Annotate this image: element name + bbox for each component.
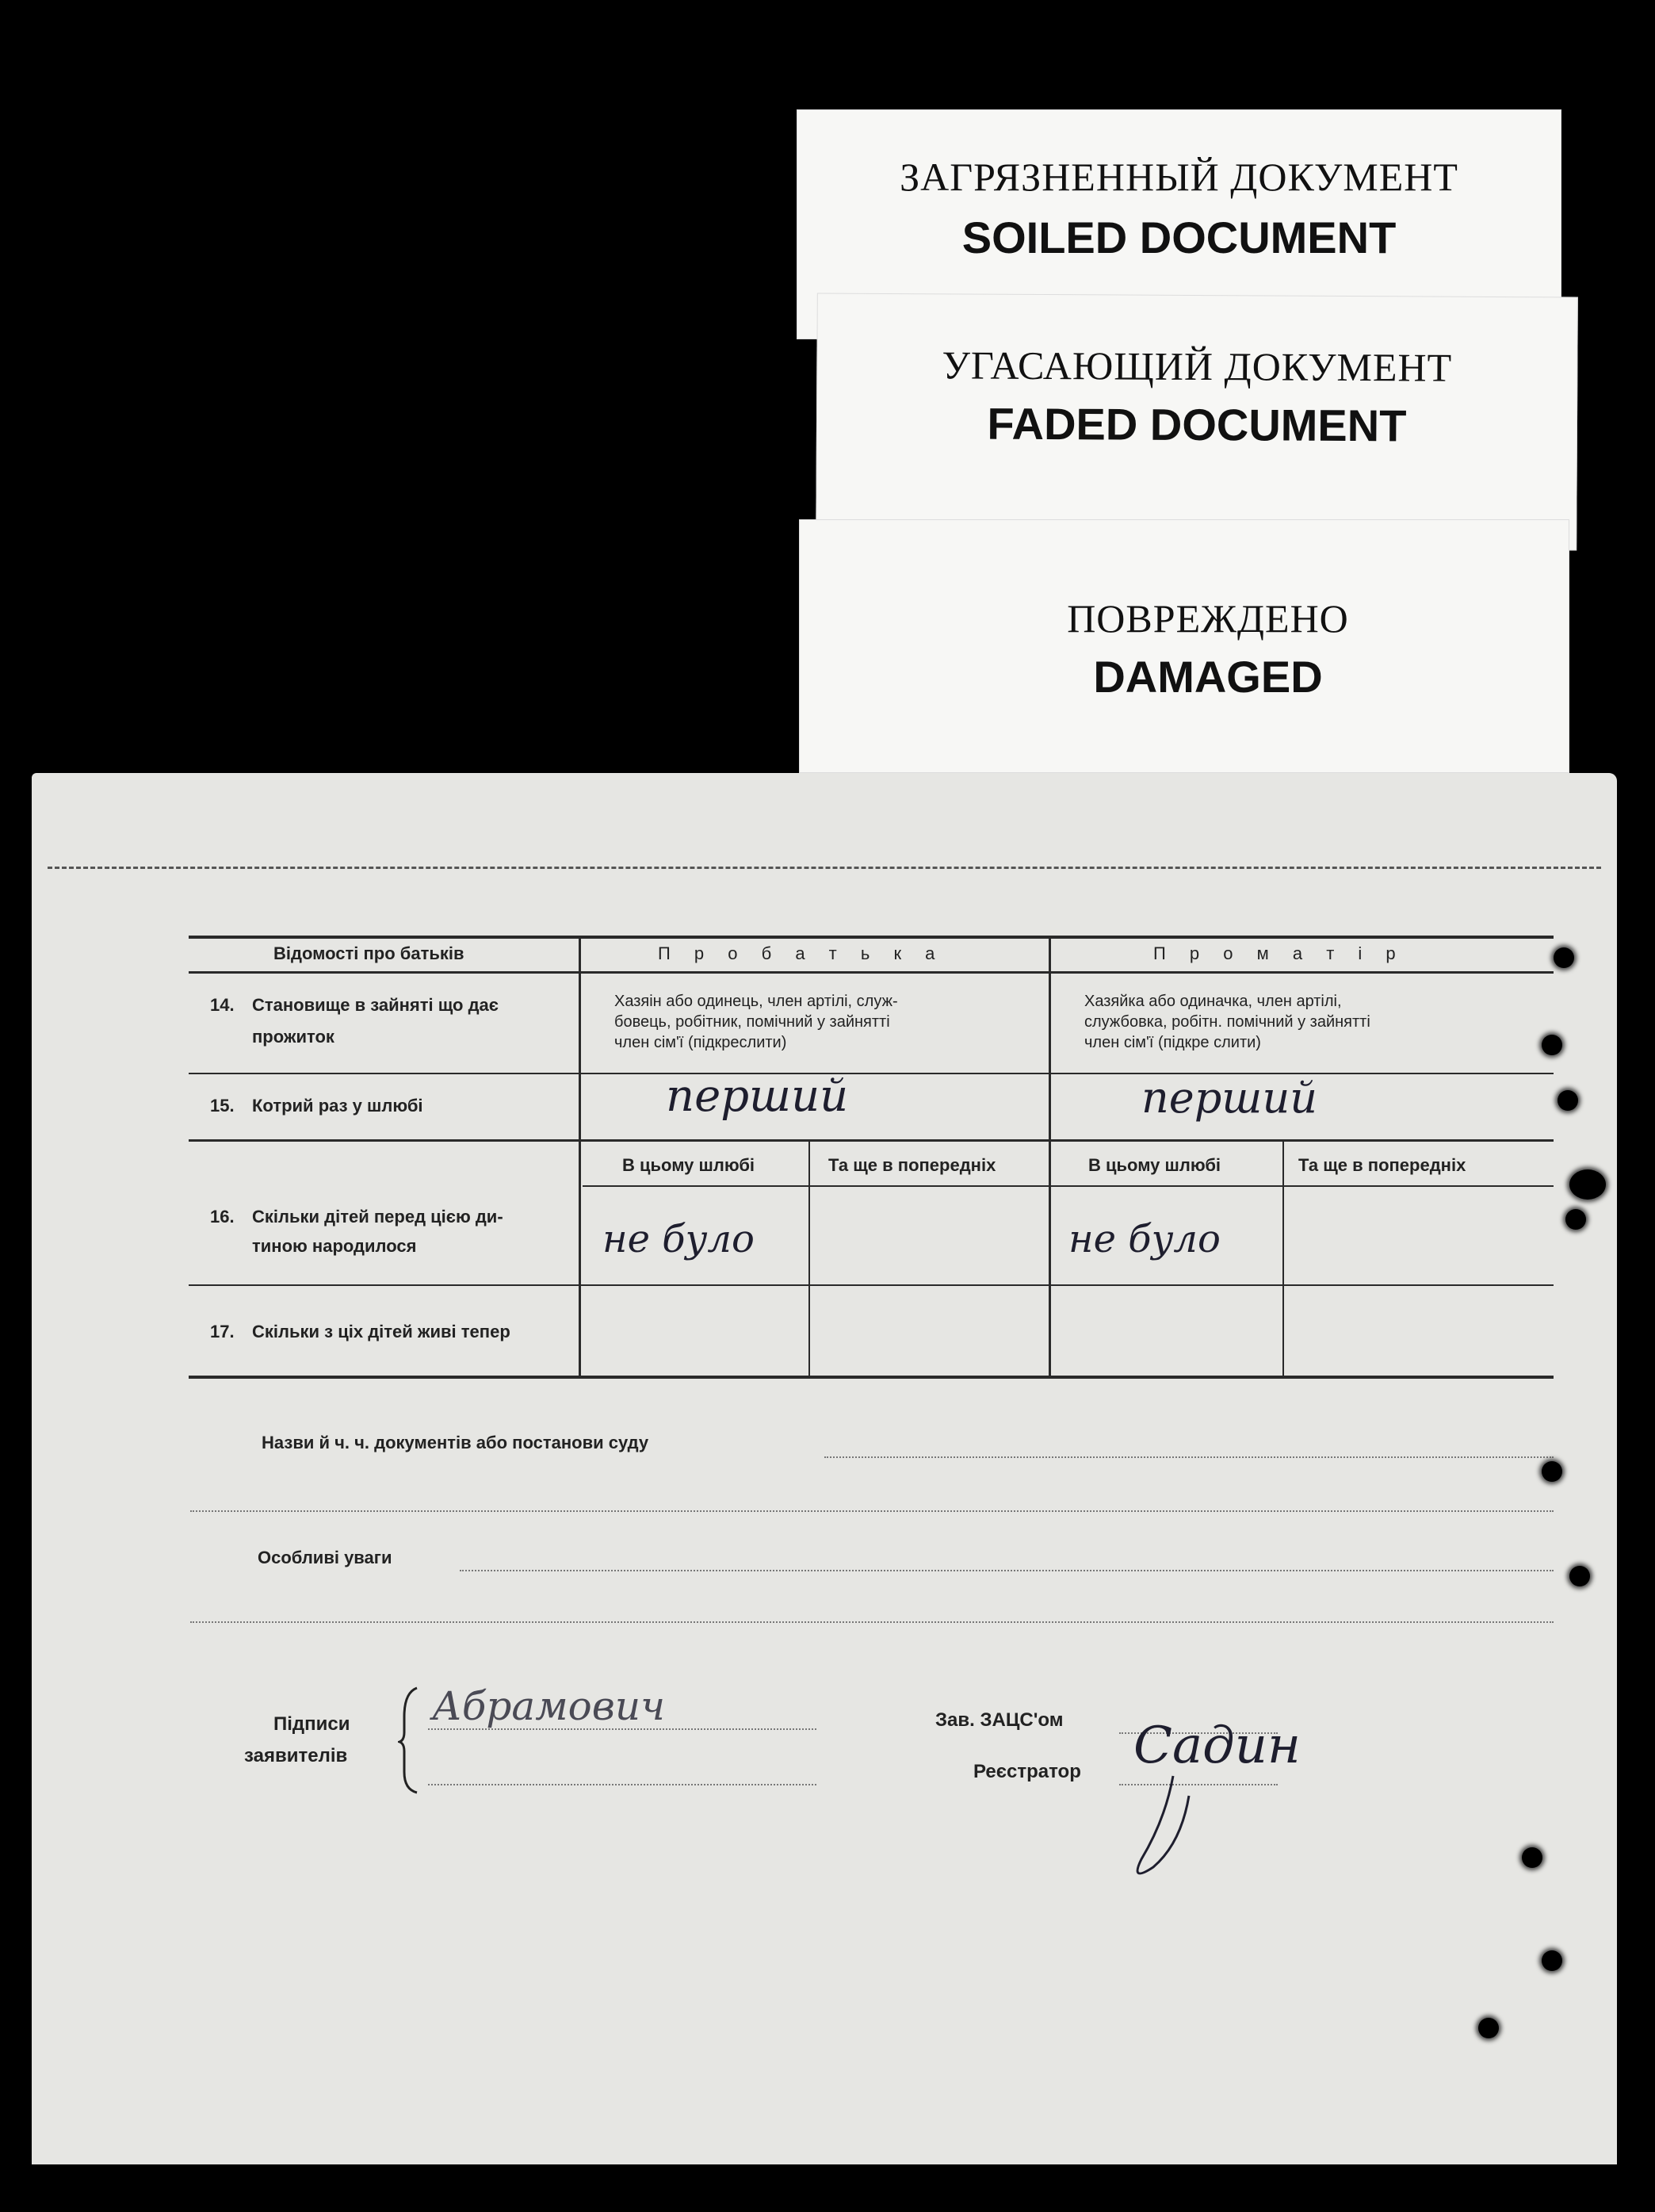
damage-hole — [1542, 1461, 1562, 1482]
row16-rule — [189, 1284, 1554, 1286]
remarks-line-1 — [460, 1570, 1554, 1571]
table-top-rule — [189, 936, 1554, 939]
damage-hole — [1565, 1209, 1586, 1230]
damaged-label-ru: ПОВРЕЖДЕНО — [1067, 596, 1349, 641]
head-of-registry-label: Зав. ЗАЦС'ом — [935, 1709, 1064, 1731]
registration-form-sheet — [32, 773, 1617, 2164]
header-about-mother: П р о м а т і р — [1153, 943, 1405, 963]
documents-line-2 — [190, 1510, 1554, 1512]
damage-hole — [1554, 947, 1574, 968]
damage-hole — [1569, 1566, 1590, 1586]
damage-hole — [1558, 1090, 1578, 1111]
table-bottom-rule — [189, 1376, 1554, 1379]
row15-label: Котрий раз у шлюбі — [252, 1096, 423, 1116]
applicant-signature-line-2 — [428, 1784, 816, 1785]
row16-label-line2: тиною народилося — [252, 1236, 417, 1256]
row14-father-options: Хазяін або одинець, член артілі, служ- бовець, робітник, помічний у зайнятті член сім'ї (підкреслити) — [614, 993, 898, 1051]
faded-document-label — [816, 293, 1578, 550]
header-about-father: П р о б а т ь к а — [658, 943, 945, 963]
applicant-signature: Абрамович — [432, 1683, 666, 1729]
registrar-signature: Садин — [1133, 1716, 1301, 1775]
row17-number: 17. — [210, 1322, 235, 1341]
row15-rule — [189, 1139, 1554, 1142]
col-divider-1 — [579, 936, 581, 1377]
row16-father-value: не було — [602, 1217, 755, 1261]
soiled-label-ru: ЗАГРЯЗНЕННЫЙ ДОКУМЕНТ — [900, 155, 1458, 199]
signature-brace — [398, 1685, 422, 1796]
damage-hole — [1569, 1169, 1606, 1200]
row14-rule — [189, 1073, 1554, 1074]
row14-mother-options: Хазяйка або одиначка, член артілі, службовка, робітн. помічний у зайнятті член сім'ї (підкре слити) — [1084, 993, 1370, 1051]
registrar-signature-flourish — [1110, 1772, 1205, 1891]
subheader-rule — [583, 1185, 1554, 1187]
subheader-mother-this: В цьому шлюбі — [1088, 1155, 1221, 1175]
damaged-label-en: DAMAGED — [1093, 652, 1323, 702]
damaged-label — [799, 519, 1569, 773]
row14-label-line1: Становище в зайняті що дає — [252, 995, 499, 1015]
registrar-label: Реєстратор — [973, 1761, 1081, 1782]
signatures-label-line2: заявителів — [244, 1745, 348, 1766]
perforation-line — [48, 867, 1601, 869]
remarks-label: Особливі уваги — [258, 1548, 392, 1567]
documents-label: Назви й ч. ч. документів або постанови суду — [262, 1433, 649, 1452]
subheader-mother-previous: Та ще в попередніх — [1298, 1155, 1466, 1175]
col-divider-4 — [1282, 1139, 1284, 1377]
row15-number: 15. — [210, 1096, 235, 1116]
col-divider-2 — [1049, 936, 1051, 1377]
row16-mother-value: не було — [1068, 1217, 1221, 1261]
row16-number: 16. — [210, 1207, 235, 1227]
soiled-label-en: SOILED DOCUMENT — [961, 212, 1397, 262]
header-rule — [189, 971, 1554, 974]
row16-label-line1: Скільки дітей перед цією ди- — [252, 1207, 503, 1227]
damage-hole — [1542, 1950, 1562, 1971]
damage-hole — [1542, 1035, 1562, 1055]
documents-line-1 — [824, 1456, 1554, 1458]
row15-father-value: перший — [666, 1070, 849, 1122]
damage-hole — [1522, 1847, 1542, 1868]
remarks-line-2 — [190, 1621, 1554, 1623]
faded-label-ru: УГАСАЮЩИЙ ДОКУМЕНТ — [942, 343, 1453, 390]
subheader-father-previous: Та ще в попередніх — [828, 1155, 996, 1175]
col-divider-3 — [808, 1139, 810, 1377]
row15-mother-value: перший — [1141, 1073, 1318, 1123]
damage-hole — [1478, 2018, 1499, 2038]
row14-label-line2: прожиток — [252, 1027, 334, 1047]
faded-label-en: FADED DOCUMENT — [987, 398, 1407, 451]
signatures-label-line1: Підписи — [273, 1713, 350, 1735]
row17-label: Скільки з ціх дітей живі тепер — [252, 1322, 510, 1341]
row14-number: 14. — [210, 995, 235, 1015]
subheader-father-this: В цьому шлюбі — [622, 1155, 755, 1175]
header-parents-info: Відомості про батьків — [273, 943, 464, 963]
